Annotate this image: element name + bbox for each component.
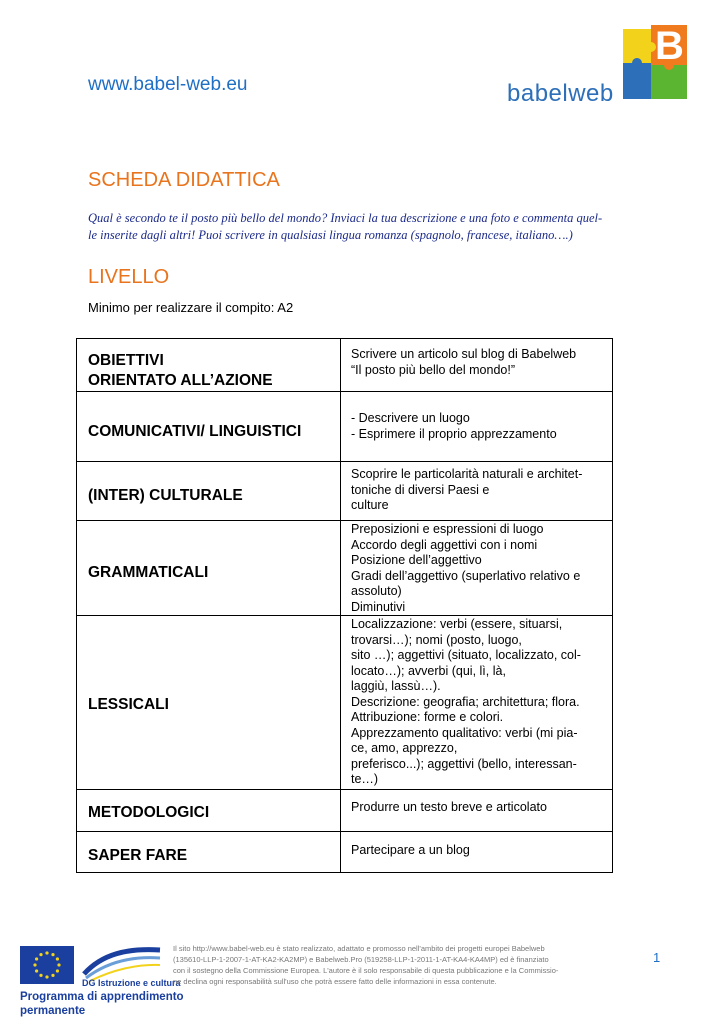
row-value: Apprezzamento qualitativo: verbi (mi pia- [351, 725, 578, 740]
table-row [77, 462, 613, 521]
programma-line: Programma di apprendimento [20, 991, 184, 1003]
programma-label [20, 990, 184, 1018]
row-label: ORIENTATO ALL’AZIONE [88, 372, 273, 389]
table-row [77, 339, 613, 392]
row-value: “Il posto più bello del mondo!” [351, 362, 515, 377]
row-value: Descrizione: geografia; architettura; flora. [351, 694, 580, 709]
footer-line: (135610-LLP-1-2007-1-AT-KA2-KA2MP) e Babelweb.Pro (519258-LLP-1-2011-1-AT-KA4-KA4MP) ed è finanziato [173, 955, 549, 964]
row-value: te…) [351, 772, 379, 786]
footer-line: con il sostegno della Commissione Europea. L'autore è il solo responsabile di questa pubblicazione e la Commissio- [173, 966, 559, 975]
website-link[interactable]: www.babel-web.eu [88, 74, 248, 95]
row-value: Gradi dell’aggettivo (superlativo relativo e [351, 568, 581, 583]
puzzle-blue-piece [623, 63, 651, 99]
table-row [77, 616, 613, 790]
row-value: trovarsi…); nomi (posto, luogo, [351, 632, 522, 647]
livello-heading: LIVELLO [88, 266, 170, 288]
livello-text: Minimo per realizzare il compito: A2 [88, 300, 294, 315]
intro-line: Qual è secondo te il posto più bello del mondo? Inviaci la tua descrizione e una foto e commenta quel- [88, 211, 603, 225]
row-value: Posizione dell’aggettivo [351, 553, 482, 567]
row-value: preferisco...); aggettivi (bello, interessan- [351, 756, 577, 771]
objectives-table [76, 338, 613, 873]
row-label: LESSICALI [88, 696, 169, 713]
row-value: Partecipare a un blog [351, 843, 470, 857]
table-row [77, 392, 613, 462]
row-value: laggiù, lassù…). [351, 679, 441, 693]
row-value: - Esprimere il proprio apprezzamento [351, 426, 557, 441]
row-value: Preposizioni e espressioni di luogo [351, 522, 544, 536]
table-row [77, 832, 613, 873]
row-label: (INTER) CULTURALE [88, 487, 243, 504]
footer-line: Il sito http://www.babel-web.eu è stato realizzato, adattato e promosso nell'ambito dei progetti europei Babelweb [173, 944, 545, 953]
intro-line: le inserite dagli altri! Puoi scrivere in qualsiasi lingua romanza (spagnolo, francese, italiano….) [88, 228, 573, 242]
row-label: GRAMMATICALI [88, 564, 209, 581]
row-value: Attribuzione: forme e colori. [351, 710, 504, 724]
row-label: OBIETTIVI [88, 352, 164, 369]
dg-label: DG Istruzione e cultura [82, 978, 181, 988]
logo-letter: B [655, 25, 684, 68]
row-value: Scoprire le particolarità naturali e architet- [351, 467, 583, 481]
footer-line: ne declina ogni responsabilità sull'uso che potrà essere fatto delle informazioni in essa contenute. [173, 977, 497, 986]
row-value: Scrivere un articolo sul blog di Babelweb [351, 347, 577, 361]
programma-line: permanente [20, 1005, 86, 1017]
table-row [77, 521, 613, 616]
row-value: ce, amo, apprezzo, [351, 741, 458, 755]
row-value: assoluto) [351, 584, 402, 598]
row-value: - Descrivere un luogo [351, 411, 470, 425]
row-value: Produrre un testo breve e articolato [351, 800, 547, 814]
table-row [77, 790, 613, 832]
row-value: Diminutivi [351, 599, 406, 614]
row-value: toniche di diversi Paesi e [351, 482, 490, 497]
footer-disclaimer [173, 943, 613, 987]
intro-text [88, 210, 643, 244]
row-value: Accordo degli aggettivi con i nomi [351, 537, 538, 552]
puzzle-green-piece [651, 65, 687, 99]
row-value: culture [351, 498, 389, 512]
page-number: 1 [653, 950, 661, 965]
logo-text: babelweb [507, 80, 614, 107]
row-value: sito …); aggettivi (situato, localizzato, col- [351, 648, 581, 662]
row-label: METODOLOGICI [88, 804, 210, 821]
row-label: COMUNICATIVI/ LINGUISTICI [88, 423, 302, 440]
page-title: SCHEDA DIDATTICA [88, 169, 280, 191]
eu-flag-icon [20, 946, 74, 984]
row-label: SAPER FARE [88, 847, 188, 864]
row-value: Localizzazione: verbi (essere, situarsi, [351, 617, 563, 631]
row-value: locato…); avverbi (qui, lì, là, [351, 663, 506, 678]
